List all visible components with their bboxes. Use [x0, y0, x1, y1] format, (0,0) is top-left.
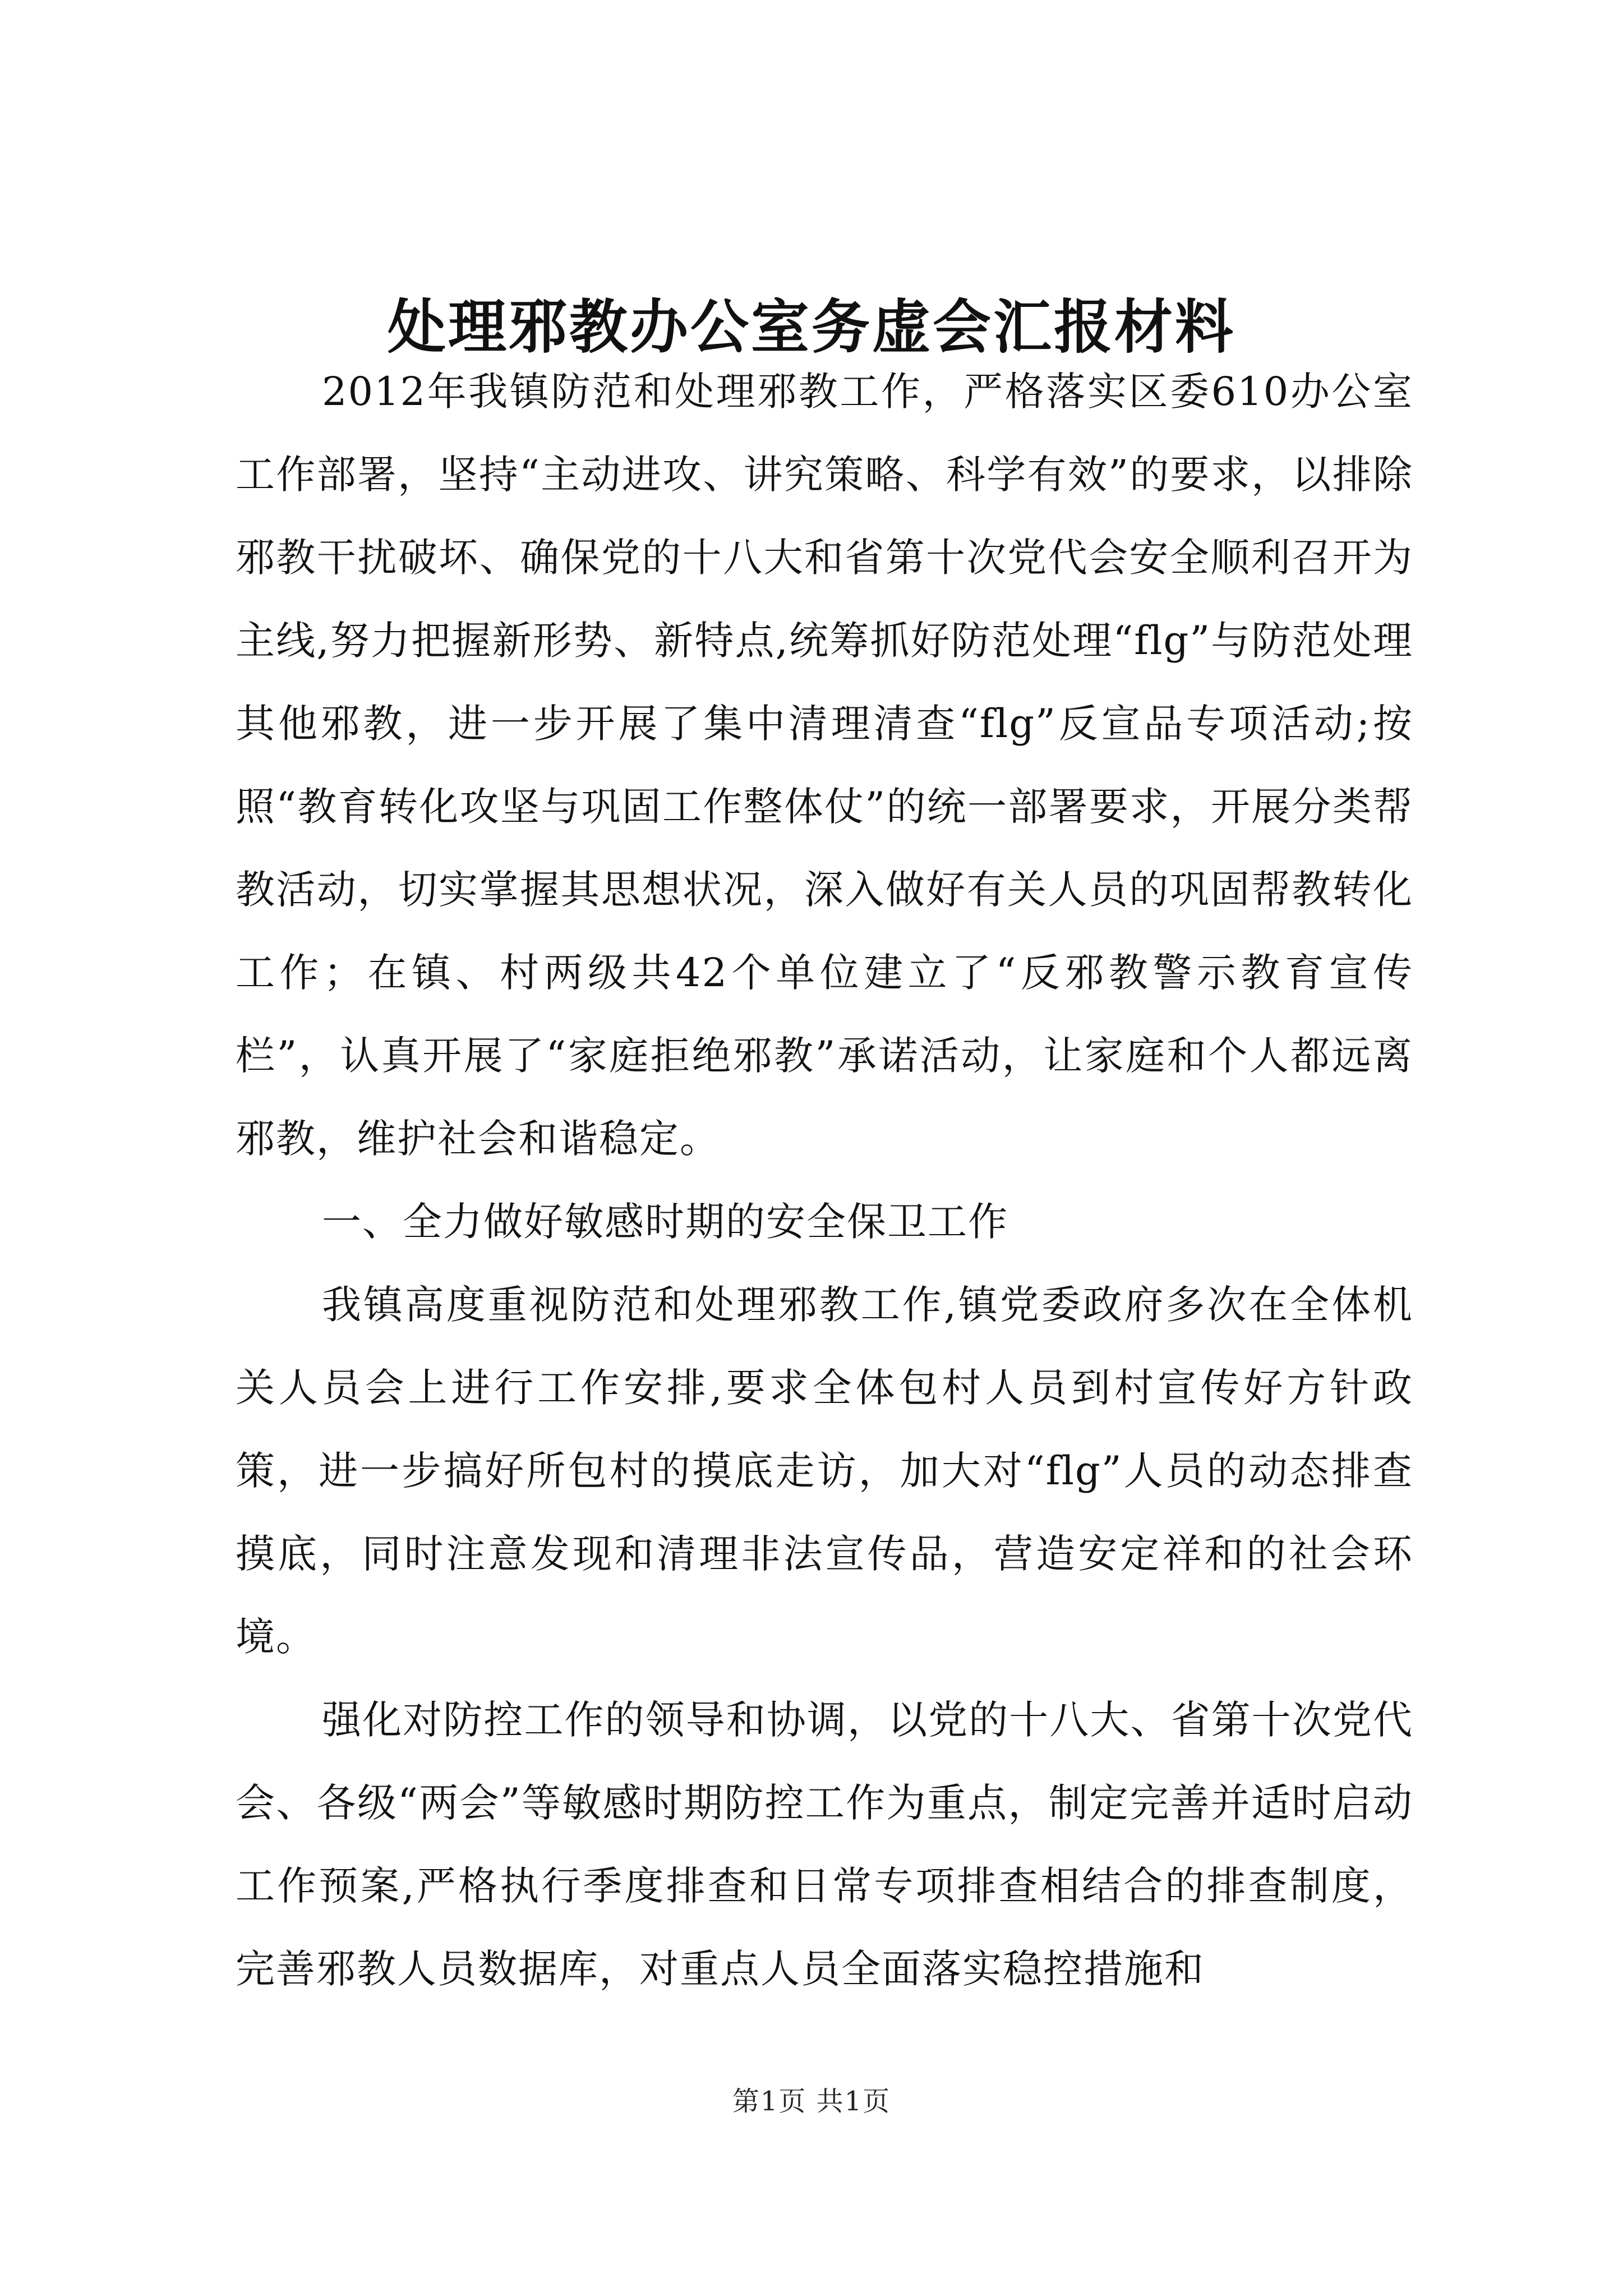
page-number-footer: 第1页 共1页 — [732, 2086, 891, 2117]
body-paragraph: 我镇高度重视防范和处理邪教工作,镇党委政府多次在全体机关人员会上进行工作安排,要求全体包村人员到村宣传好方针政策，进一步搞好所包村的摸底走访，加大对“flg”人员的动态排查摸底，同时注意发现和清理非法宣传品，营造安定祥和的社会环境。 — [236, 1282, 1413, 1660]
document-body — [236, 350, 1413, 2010]
intro-paragraph: 2012年我镇防范和处理邪教工作，严格落实区委610办公室工作部署，坚持“主动进攻、讲究策略、科学有效”的要求，以排除邪教干扰破坏、确保党的十八大和省第十次党代会安全顺利召开为主线,努力把握新形势、新特点,统筹抓好防范处理“flg”与防范处理其他邪教，进一步开展了集中清理清查“flg”反宣品专项活动;按照“教育转化攻坚与巩固工作整体仗”的统一部署要求，开展分类帮教活动，切实掌握其思想状况，深入做好有关人员的巩固帮教转化工作；在镇、村两级共42个单位建立了“反邪教警示教育宣传栏”，认真开展了“家庭拒绝邪教”承诺活动，让家庭和个人都远离邪教，维护社会和谐稳定。 — [236, 369, 1413, 1162]
body-paragraph: 强化对防控工作的领导和协调，以党的十八大、省第十次党代会、各级“两会”等敏感时期防控工作为重点，制定完善并适时启动工作预案,严格执行季度排查和日常专项排查相结合的排查制度，完善邪教人员数据库，对重点人员全面落实稳控措施和 — [236, 1697, 1413, 1992]
section-heading: 一、全力做好敏感时期的安全保卫工作 — [322, 1199, 1008, 1245]
document-title: 处理邪教办公室务虚会汇报材料 — [387, 292, 1235, 361]
